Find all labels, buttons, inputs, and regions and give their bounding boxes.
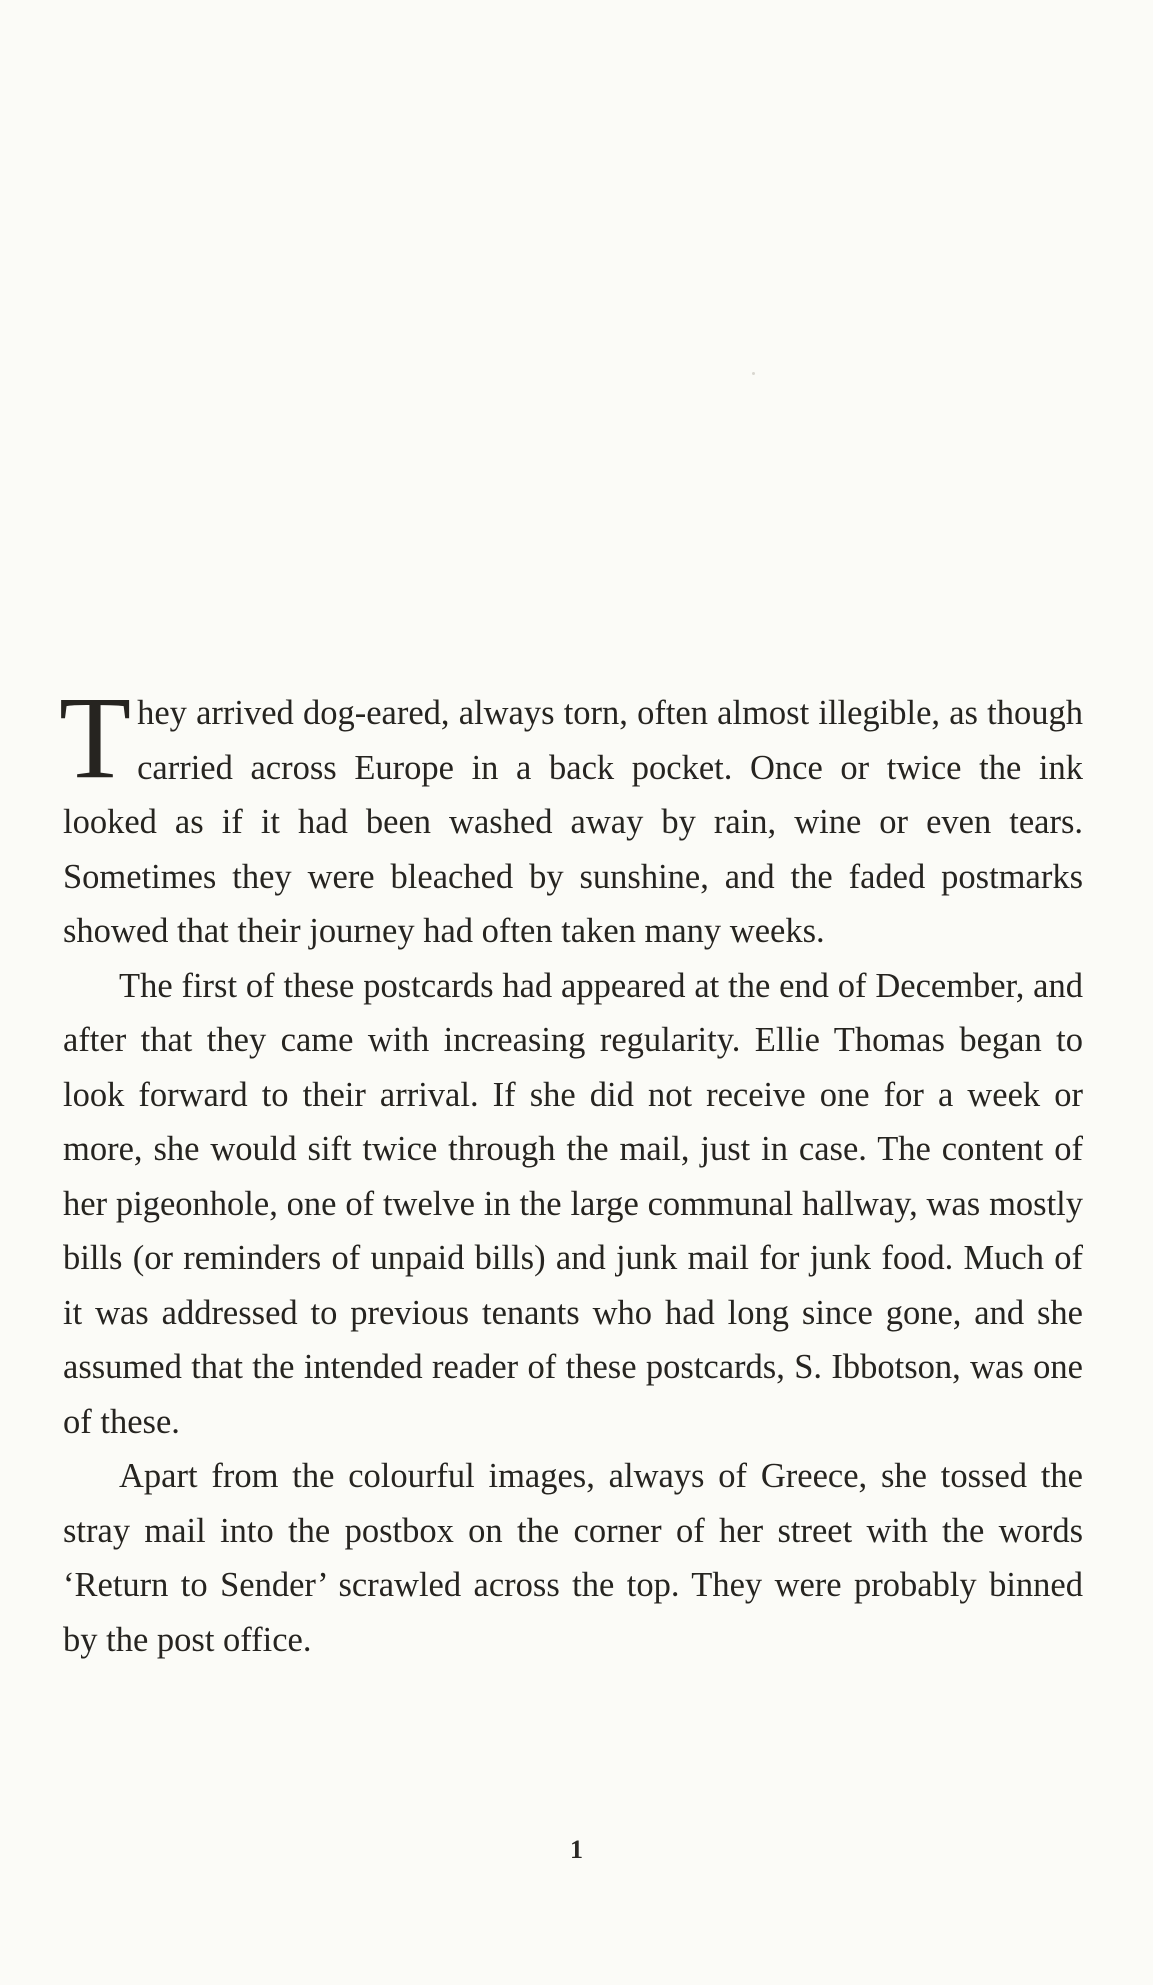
paper-speck: [752, 372, 755, 375]
drop-cap: T: [59, 672, 132, 803]
paragraph-2: The first of these postcards had appeared at the end of December, and after that they came with increasing regularity. Ellie Thomas began to look forward to their arrival. If she did not receive one for a week or more, she would sift twice through the mail, just in case. The content of her pigeonhole, one of twelve in the large communal hallway, was mostly bills (or reminders of unpaid bills) and junk mail for junk food. Much of it was addressed to previous tenants who had long since gone, and she assumed that the intended reader of these postcards, S. Ibbotson, was one of these.: [63, 966, 1083, 1441]
chapter-text: [59, 672, 1083, 1667]
page-number: 1: [570, 1835, 583, 1864]
paragraph-1-text: hey arrived dog-eared, always torn, often almost illegible, as though carried across Europe in a back pocket. Once or twice the ink looked as if it had been washed away by rain, wine or even tears. Sometimes they were bleached by sunshine, and the faded postmarks showed that their journey had often taken many weeks.: [63, 694, 1083, 950]
paragraph-opening: [59, 672, 1083, 959]
paragraph-3: Apart from the colourful images, always of Greece, she tossed the stray mail into the postbox on the corner of her street with the words ‘Return to Sender’ scrawled across the top. They were probably binned by the post office.: [63, 1457, 1083, 1659]
